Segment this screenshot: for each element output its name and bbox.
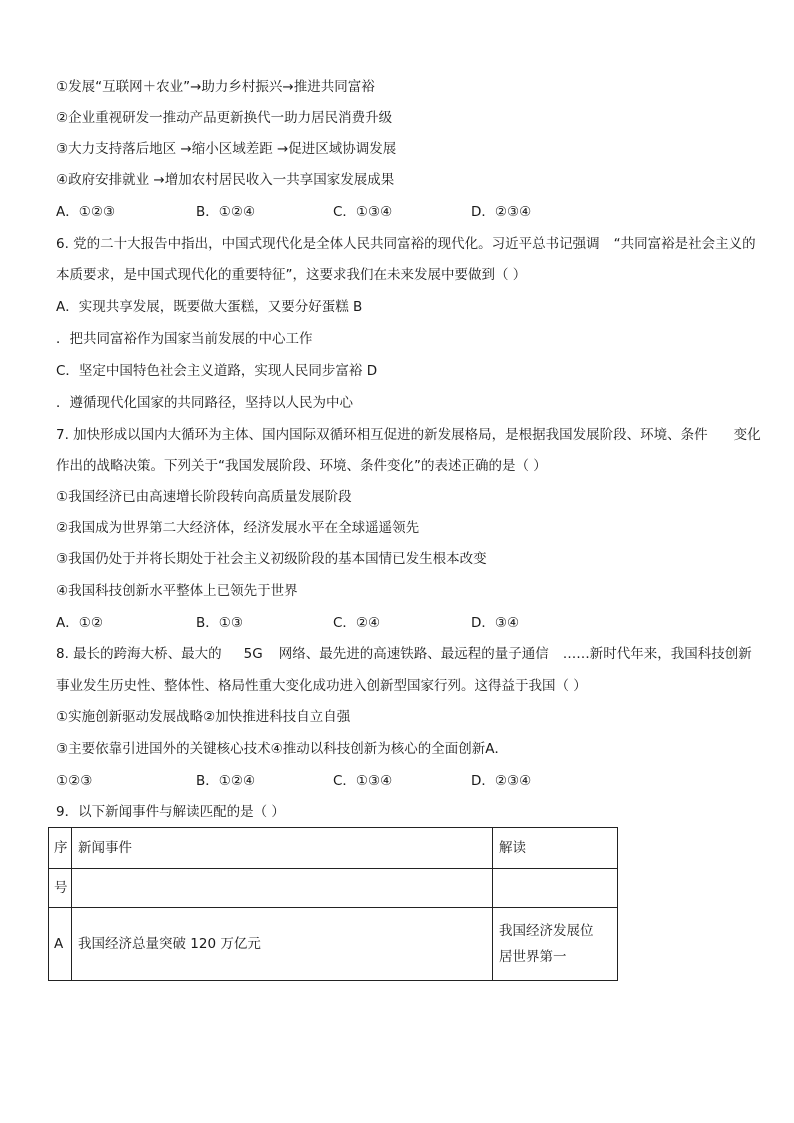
q8-statement-1: ①实施创新驱动发展战略②加快推进科技自立自强 [56, 709, 351, 725]
q5-option-b: B．①②④ [196, 204, 256, 220]
q6-stem-part-1: 6. 党的二十大报告中指出，中国式现代化是全体人民共同富裕的现代化。习近平总书记强调 [56, 236, 600, 252]
row-interp-line-2: 居世界第一 [499, 949, 567, 965]
q8-option-b: B．①②④ [196, 773, 256, 789]
q7-option-c: C．②④ [333, 615, 381, 631]
line-item-2: ②企业重视研发一推动产品更新换代一助力居民消费升级 [56, 110, 393, 126]
q8-options [56, 772, 676, 790]
row-event: 我国经济总量突破 120 万亿元 [72, 908, 493, 981]
row-interp [493, 908, 618, 981]
line-item-3: ③大力支持落后地区 →缩小区域差距 →促进区域协调发展 [56, 141, 397, 157]
q8-option-a: ①②③ [56, 773, 93, 789]
q7-option-b: B．①③ [196, 615, 243, 631]
q6-stem-line-2: 本质要求，是中国式现代化的重要特征”，这要求我们在未来发展中要做到（ ） [56, 267, 527, 283]
header-seq: 序 [49, 828, 72, 869]
q7-statement-1: ①我国经济已由高速增长阶段转向高质量发展阶段 [56, 489, 352, 505]
q9-stem: 9．以下新闻事件与解读匹配的是（ ） [56, 804, 285, 820]
q6-stem-part-2: “共同富裕是社会主义的 [613, 236, 756, 252]
q7-option-a: A．①② [56, 615, 103, 631]
q7-statement-4: ④我国科技创新水平整体上已领先于世界 [56, 583, 298, 599]
q7-statement-3: ③我国仍处于并将长期处于社会主义初级阶段的基本国情已发生根本改变 [56, 551, 487, 567]
line-item-1: ①发展“互联网＋农业”→助力乡村振兴→推进共同富裕 [56, 79, 375, 95]
q8-stem-part-4: ……新时代年来，我国科技创新 [562, 646, 752, 662]
q8-option-d: D．②③④ [471, 773, 532, 789]
q8-stem-part-1: 8. 最长的跨海大桥、最大的 [56, 646, 222, 662]
q8-statement-2: ③主要依靠引进国外的关键核心技术④推动以科技创新为核心的全面创新A． [56, 741, 508, 757]
q7-options [56, 614, 676, 632]
q6-option-c: C．坚定中国特色社会主义道路，实现人民同步富裕 D [56, 363, 378, 379]
header-seq-2: 号 [49, 869, 72, 908]
q7-stem-part-1: 7. 加快形成以国内大循环为主体、国内国际双循环相互促进的新发展格局，是根据我国发展阶段、环境、条件 [56, 427, 708, 443]
q5-option-a: A．①②③ [56, 204, 116, 220]
header-event-empty [72, 869, 493, 908]
q6-option-a: A．实现共享发展，既要做大蛋糕，又要分好蛋糕 B [56, 299, 363, 315]
q7-stem-line-2: 作出的战略决策。下列关于“我国发展阶段、环境、条件变化”的表述正确的是（ ） [56, 458, 547, 474]
q6-option-d: ．遵循现代化国家的共同路径，坚持以人民为中心 [56, 395, 353, 411]
q6-option-b: ．把共同富裕作为国家当前发展的中心工作 [56, 331, 313, 347]
q7-option-d: D．③④ [471, 615, 520, 631]
q7-statement-2: ②我国成为世界第二大经济体，经济发展水平在全球遥遥领先 [56, 520, 420, 536]
news-table [48, 827, 618, 981]
q5-option-d: D．②③④ [471, 204, 532, 220]
q8-stem-line-2: 事业发生历史性、整体性、格局性重大变化成功进入创新型国家行列。这得益于我国（ ） [56, 678, 587, 694]
q7-stem-part-2: 变化 [733, 427, 761, 443]
q8-stem-line-1 [56, 645, 752, 663]
table-header-row-2 [49, 869, 618, 908]
header-event: 新闻事件 [72, 828, 493, 869]
row-interp-line-1: 我国经济发展位 [499, 923, 594, 939]
row-seq: A [49, 908, 72, 981]
q5-option-c: C．①③④ [333, 204, 393, 220]
line-item-4: ④政府安排就业 →增加农村居民收入一共享国家发展成果 [56, 172, 395, 188]
q7-stem-line-1 [56, 426, 761, 444]
q5-options [56, 203, 676, 221]
q8-stem-part-3: 网络、最先进的高速铁路、最远程的量子通信 [278, 646, 549, 662]
q8-option-c: C．①③④ [333, 773, 393, 789]
table-header-row [49, 828, 618, 869]
header-interp: 解读 [493, 828, 618, 869]
q8-stem-part-2: 5G [243, 646, 263, 662]
q6-stem-line-1 [56, 235, 756, 253]
header-interp-empty [493, 869, 618, 908]
table-row [49, 908, 618, 981]
